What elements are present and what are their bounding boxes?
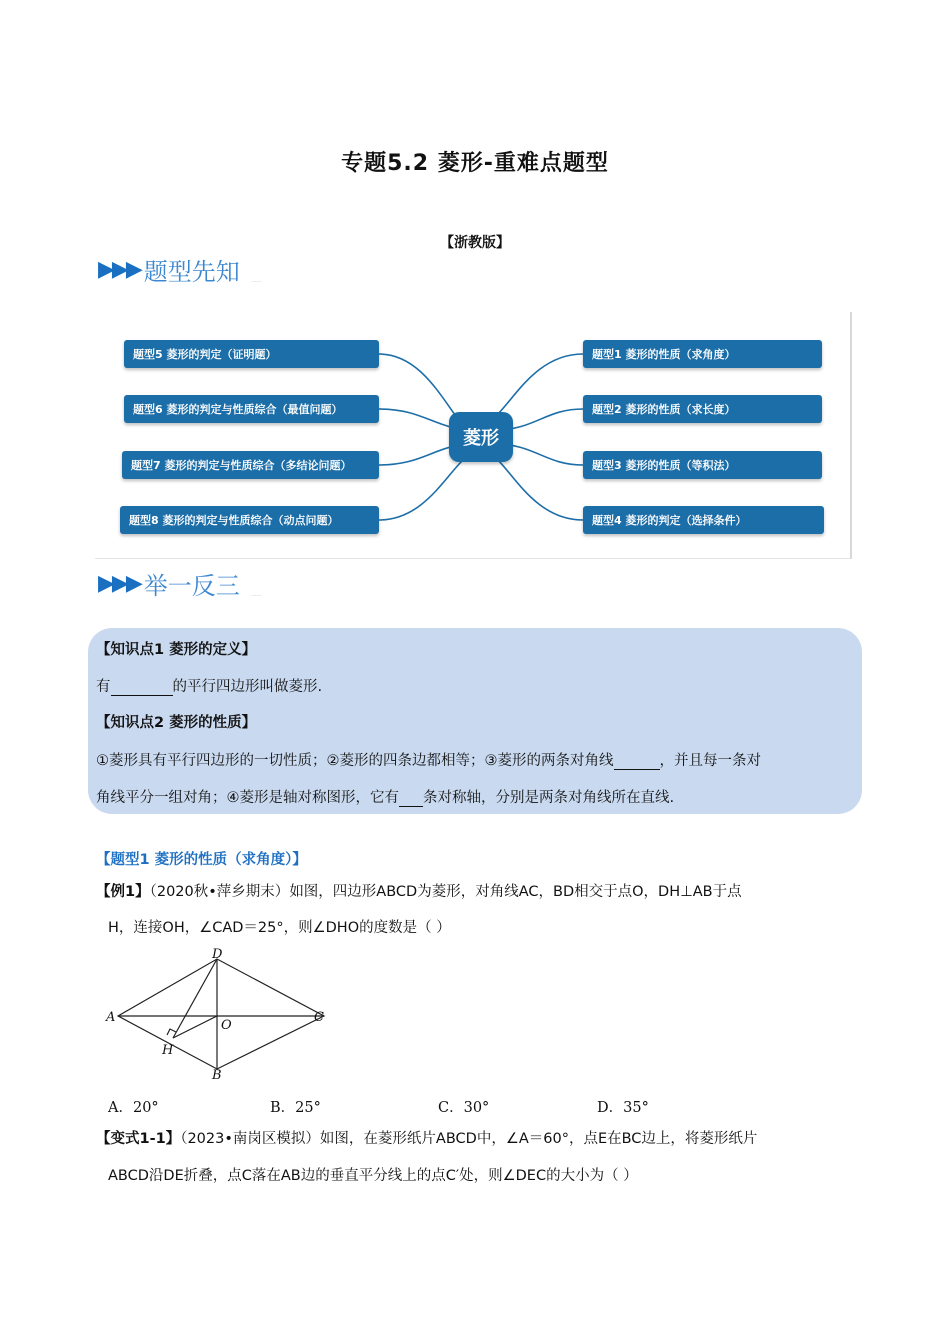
option-a[interactable]: A．20° [108, 1100, 159, 1116]
label-b: B [212, 1068, 222, 1080]
section-label: 举一反三 [143, 571, 240, 600]
knowledge-1-text: 有 的平行四边形叫做菱形. [96, 679, 323, 695]
rhombus-figure [104, 948, 336, 1080]
variant1-line1: 【变式1-1】（2023•南岗区模拟）如图，在菱形纸片ABCD中，∠A＝60°，点E在BC边上，将菱形纸片 [96, 1131, 758, 1147]
option-b[interactable]: B．25° [270, 1100, 321, 1116]
rhombus-outline [118, 959, 324, 1069]
segment-dh [173, 959, 217, 1038]
mind-map-node-type8: 题型8 菱形的判定与性质综合（动点问题） [120, 506, 379, 534]
label-o: O [221, 1018, 232, 1033]
variant1-line2: ABCD沿DE折叠，点C落在AB边的垂直平分线上的点C′处，则∠DEC的大小为（ ） [108, 1168, 638, 1184]
knowledge-2-line2: 角线平分一组对角；④菱形是轴对称图形，它有 条对称轴，分别是两条对角线所在直线. [96, 790, 675, 806]
mind-map-node-type5: 题型5 菱形的判定（证明题） [124, 340, 379, 368]
mind-map-node-type1: 题型1 菱形的性质（求角度） [583, 340, 822, 368]
mind-map-node-type6: 题型6 菱形的判定与性质综合（最值问题） [124, 395, 379, 423]
edition-label: 【浙教版】 [440, 235, 510, 251]
section-heading-examples [98, 566, 262, 600]
triple-arrow-icon: ▶▶▶ [98, 570, 140, 596]
section-mark: …… [251, 592, 262, 598]
label-d: D [212, 948, 223, 962]
fill-blank[interactable] [614, 753, 660, 770]
label-h: H [162, 1043, 174, 1058]
mind-map-node-type7: 题型7 菱形的判定与性质综合（多结论问题） [122, 451, 379, 479]
knowledge-2-title: 【知识点2 菱形的性质】 [96, 715, 257, 731]
section-heading-preview [98, 252, 262, 286]
label-a: A [106, 1010, 116, 1025]
option-c[interactable]: C．30° [438, 1100, 490, 1116]
knowledge-1-title: 【知识点1 菱形的定义】 [96, 642, 257, 658]
triple-arrow-icon: ▶▶▶ [98, 256, 140, 282]
knowledge-2-line1: ①菱形具有平行四边形的一切性质；②菱形的四条边都相等；③菱形的两条对角线 ，并且每一条对 [96, 753, 761, 769]
label-c: C [314, 1010, 324, 1025]
fill-blank[interactable] [399, 790, 423, 807]
mind-map-node-type2: 题型2 菱形的性质（求长度） [583, 395, 822, 423]
mind-map-node-type4: 题型4 菱形的判定（选择条件） [583, 506, 824, 534]
section-label: 题型先知 [143, 257, 240, 286]
mind-map [95, 312, 852, 559]
mind-map-node-type3: 题型3 菱形的性质（等积法） [583, 451, 822, 479]
section-mark: …… [251, 278, 262, 284]
fill-blank[interactable] [111, 679, 173, 696]
option-d[interactable]: D．35° [597, 1100, 649, 1116]
mind-map-center: 菱形 [449, 412, 513, 462]
example1-line1: 【例1】（2020秋•萍乡期末）如图，四边形ABCD为菱形，对角线AC，BD相交于点O，DH⊥AB于点 [96, 884, 742, 900]
page-title: 专题5.2 菱形-重难点题型 [341, 151, 609, 176]
example1-line2: H，连接OH，∠CAD＝25°，则∠DHO的度数是（ ） [108, 920, 451, 936]
type1-heading: 【题型1 菱形的性质（求角度）】 [96, 852, 307, 868]
